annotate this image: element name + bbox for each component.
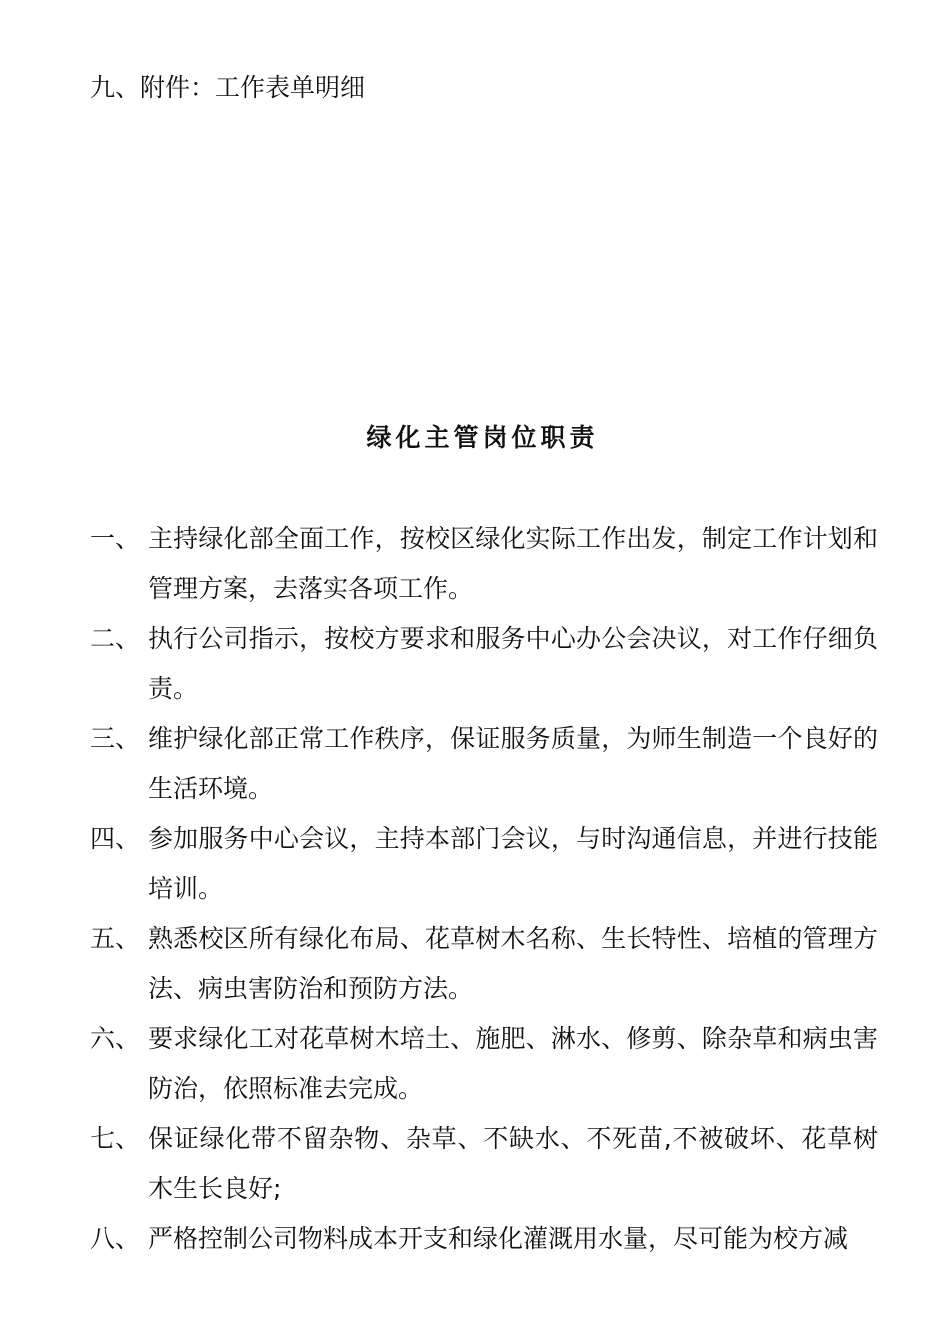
list-item (90, 914, 890, 1014)
list-item (90, 614, 890, 714)
list-item-text: 维护绿化部正常工作秩序，保证服务质量，为师生制造一个良好的生活环境。 (148, 724, 878, 803)
list-item-marker: 六、 (90, 1024, 141, 1053)
duties-list (90, 514, 890, 1264)
list-item-text: 保证绿化带不留杂物、杂草、不缺水、不死苗,不被破坏、花草树木生长良好; (148, 1124, 878, 1203)
list-item-text: 要求绿化工对花草树木培土、施肥、淋水、修剪、除杂草和病虫害防治，依照标准去完成。 (148, 1024, 878, 1103)
list-item-text: 主持绿化部全面工作，按校区绿化实际工作出发，制定工作计划和管理方案，去落实各项工作。 (148, 524, 878, 603)
page-title: 绿化主管岗位职责 (366, 423, 599, 452)
list-item-marker: 八、 (90, 1224, 141, 1253)
list-item (90, 514, 890, 614)
list-item-marker: 一、 (90, 524, 141, 553)
list-item-marker: 二、 (90, 624, 141, 653)
attachment-line: 九、附件：工作表单明细 (90, 73, 366, 102)
list-item-marker: 三、 (90, 724, 141, 753)
list-item-text: 熟悉校区所有绿化布局、花草树木名称、生长特性、培植的管理方法、病虫害防治和预防方法。 (148, 924, 878, 1003)
list-item-marker: 四、 (90, 824, 141, 853)
list-item-marker: 五、 (90, 924, 141, 953)
list-item (90, 1214, 890, 1264)
list-item-marker: 七、 (90, 1124, 141, 1153)
list-item (90, 814, 890, 914)
list-item-text: 严格控制公司物料成本开支和绿化灌溉用水量，尽可能为校方减 (148, 1224, 849, 1253)
list-item (90, 1014, 890, 1114)
list-item (90, 1114, 890, 1214)
list-item (90, 714, 890, 814)
list-item-text: 参加服务中心会议，主持本部门会议，与时沟通信息，并进行技能培训。 (148, 824, 878, 903)
list-item-text: 执行公司指示，按校方要求和服务中心办公会决议，对工作仔细负责。 (148, 624, 878, 703)
